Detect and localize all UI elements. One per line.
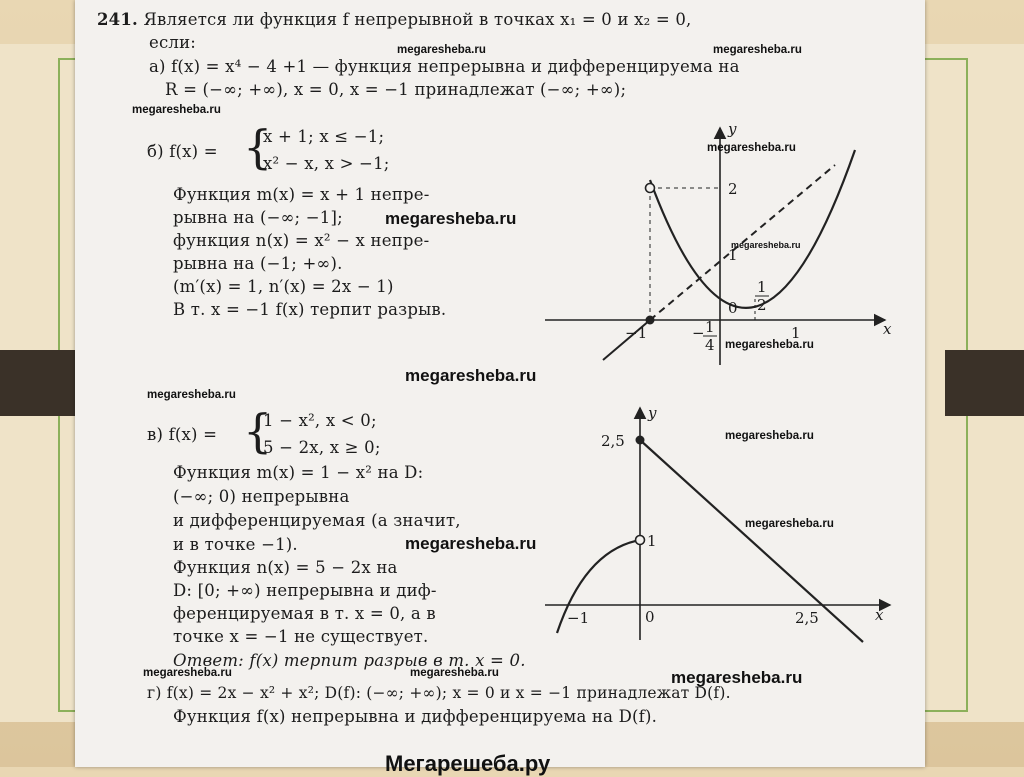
tick-1: 1 [728,246,738,264]
half-den: 2 [757,296,767,314]
tick-25: 2,5 [601,432,625,450]
part-b-brace: { [243,120,273,174]
part-b-text4: рывна на (−1; +∞). [173,254,343,273]
watermark: megaresheba.ru [147,389,236,401]
part-v-label: в) f(x) = [147,425,218,444]
part-b-text1: Функция m(x) = x + 1 непре- [173,185,430,204]
part-b-case1: x + 1; x ≤ −1; [263,127,385,146]
part-v-text3: и дифференцируемая (а значит, [173,511,461,530]
part-v-answer: Ответ: f(x) терпит разрыв в т. x = 0. [173,651,526,670]
quarter-num: 1 [705,318,715,336]
problem-title-cont: если: [149,33,197,52]
part-b-text6: В т. x = −1 f(x) терпит разрыв. [173,300,447,319]
part-v-text2: (−∞; 0) непрерывна [173,487,350,506]
part-v-case2: 5 − 2x, x ≥ 0; [263,438,381,457]
part-v-brace: { [243,404,273,458]
parabola-n [650,150,855,308]
open-point-2 [646,184,655,193]
left-dark-bar [0,350,80,416]
part-b-text3: функция n(x) = x² − x непре- [173,231,430,250]
watermark: megaresheba.ru [713,44,802,56]
watermark: megaresheba.ru [410,667,499,679]
part-b-label: б) f(x) = [147,142,218,161]
y-label-2: y [648,404,657,422]
part-b-case2: x² − x, x > −1; [263,154,390,173]
watermark: megaresheba.ru [143,667,232,679]
part-v-text1: Функция m(x) = 1 − x² на D: [173,463,424,482]
line-n [640,440,863,642]
watermark: megaresheba.ru [397,44,486,56]
watermark: megaresheba.ru [725,430,814,442]
problem-number: 241. [97,10,138,29]
problem-title: 241. Является ли функция f непрерывной в точках x₁ = 0 и x₂ = 0, [97,10,692,29]
textbook-page [75,0,925,776]
watermark: megaresheba.ru [132,104,221,116]
part-a-line2: R = (−∞; +∞), x = 0, x = −1 принадлежат (−∞; +∞); [165,80,627,99]
part-v-text5: Функция n(x) = 5 − 2x на [173,558,398,577]
tick-1-y: 1 [647,532,657,550]
x-label-2: x [875,606,884,624]
right-dark-bar [945,350,1024,416]
part-b-text2: рывна на (−∞; −1]; [173,208,343,227]
part-v-text4: и в точке −1). [173,535,298,554]
origin-2: 0 [645,608,655,626]
watermark: megaresheba.ru [725,339,814,351]
part-g-line2: Функция f(x) непрерывна и дифференцируема на D(f). [173,707,658,726]
watermark: megaresheba.ru [707,142,796,154]
tick-minus-1: −1 [625,324,648,342]
watermark-large: megaresheba.ru [405,534,537,553]
quarter-den: 4 [705,336,715,354]
tick-minus-1-x: −1 [567,609,590,627]
watermark-large: megaresheba.ru [671,668,803,687]
part-v-text8: точке x = −1 не существует. [173,627,429,646]
part-b-text5: (m′(x) = 1, n′(x) = 2x − 1) [173,277,394,296]
part-a-line1: а) f(x) = x⁴ − 4 +1 — функция непрерывна и дифференцируема на [149,57,740,76]
part-v-case1: 1 − x², x < 0; [263,411,377,430]
quarter-sign: − [692,324,705,342]
part-v-text7: ференцируемая в т. x = 0, а в [173,604,436,623]
part-g-line1: г) f(x) = 2x − x² + x²; D(f): (−∞; +∞); x = 0 и x = −1 принадлежат D(f). [147,684,731,702]
half-num: 1 [757,278,767,296]
tick-x1: 1 [791,324,801,342]
tick-x25: 2,5 [795,609,819,627]
tick-2: 2 [728,180,738,198]
watermark-tiny: megaresheba.ru [731,240,801,250]
open-point-1 [636,536,645,545]
origin-1: 0 [728,299,738,317]
footer-watermark: Мегарешеба.ру [385,751,551,776]
part-v-text6: D: [0; +∞) непрерывна и диф- [173,581,437,600]
x-label-1: x [883,320,892,338]
filled-point-25 [636,436,645,445]
watermark: megaresheba.ru [745,518,834,530]
watermark-large: megaresheba.ru [405,366,537,385]
watermark-large: megaresheba.ru [385,209,517,228]
y-label-1: y [728,120,737,138]
